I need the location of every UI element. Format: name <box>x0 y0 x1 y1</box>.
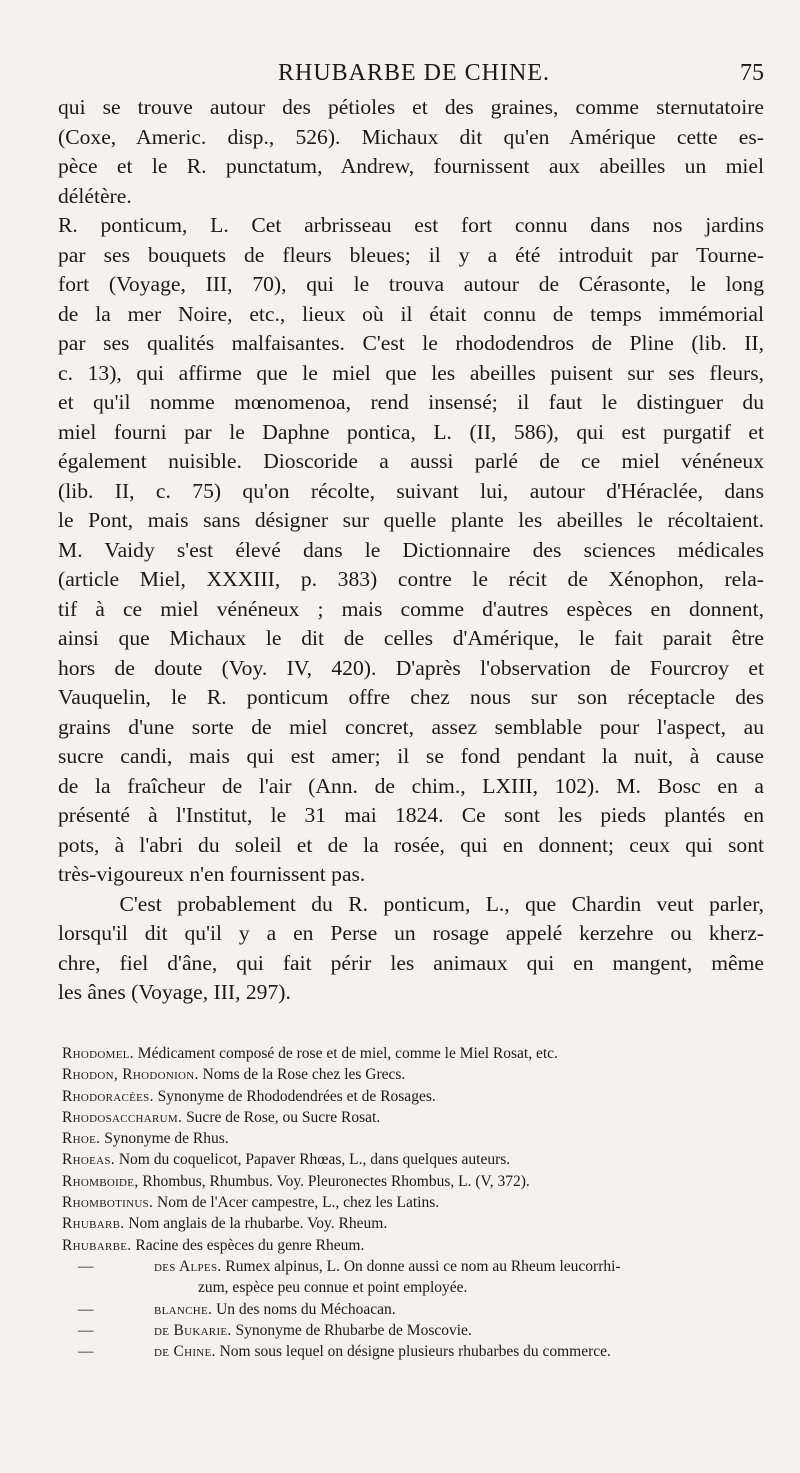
text-line: Vauquelin, le R. ponticum offre chez nous sur son réceptacle des <box>58 685 764 709</box>
subentry-headword: blanche. <box>154 1300 213 1318</box>
main-text <box>58 93 764 1008</box>
text-line: pots, à l'abri du soleil et de la rosée, qui en donnent; ceux qui sont <box>58 832 764 857</box>
dictionary-entry <box>62 1235 768 1256</box>
entry-headword: Rhodon, Rhodonion. <box>62 1066 199 1084</box>
paragraph <box>58 93 764 211</box>
entry-headword: Rhodoracées. <box>62 1087 154 1105</box>
running-header <box>58 60 770 92</box>
running-title: RHUBARBE DE CHINE. <box>277 60 550 86</box>
subentry-definition: Rumex alpinus, L. On donne aussi ce nom au Rheum leucorrhi- <box>225 1257 621 1275</box>
entry-headword: Rhodosaccharum. <box>62 1108 183 1126</box>
entry-headword: Rhomboide, <box>62 1172 139 1190</box>
text-line: miel fourni par le Daphne pontica, L. (II, 586), qui est purgatif et <box>58 419 764 444</box>
entry-definition: Nom anglais de la rhubarbe. Voy. Rheum. <box>128 1215 388 1233</box>
text-line: (lib. II, c. 75) qu'on récolte, suivant lui, autour d'Héraclée, dans <box>58 478 764 503</box>
page-number: 75 <box>740 60 764 86</box>
dictionary-entry <box>62 1043 768 1064</box>
paragraph <box>58 890 764 1008</box>
subentry-definition: Nom sous lequel on désigne plusieurs rhubarbes du commerce. <box>219 1343 611 1361</box>
text-line: grains d'une sorte de miel concret, assez semblable pour l'aspect, au <box>58 714 764 739</box>
dictionary-entry <box>62 1086 768 1107</box>
dictionary-subentry <box>62 1256 768 1277</box>
text-line: R. ponticum, L. Cet arbrisseau est fort connu dans nos jardins <box>58 213 764 237</box>
text-line: chre, fiel d'âne, qui fait périr les animaux qui en mangent, même <box>58 950 764 975</box>
text-line: délétère. <box>58 183 132 208</box>
entry-definition: Sucre de Rose, ou Sucre Rosat. <box>186 1108 381 1126</box>
entry-definition: Nom de l'Acer campestre, L., chez les Latins. <box>157 1194 440 1212</box>
entry-definition: Nom du coquelicot, Papaver Rhœas, L., dans quelques auteurs. <box>118 1151 511 1169</box>
subentry-dash: — <box>78 1321 94 1339</box>
text-line: par ses qualités malfaisantes. C'est le rhododendros de Pline (lib. II, <box>58 331 764 355</box>
subentry-headword: de Bukarie. <box>154 1321 232 1339</box>
dictionary-entry <box>62 1213 768 1234</box>
text-line: les ânes (Voyage, III, 297). <box>58 980 291 1004</box>
subentry-dash: — <box>78 1257 94 1275</box>
text-line: ainsi que Michaux le dit de celles d'Amérique, le fait parait être <box>58 626 764 650</box>
dictionary-subentry <box>62 1341 768 1362</box>
dictionary-entry <box>62 1107 768 1128</box>
entry-definition: Synonyme de Rhododendrées et de Rosages. <box>157 1087 436 1105</box>
entry-headword: Rhubarbe. <box>62 1236 132 1254</box>
entry-definition: Racine des espèces du genre Rheum. <box>135 1236 365 1254</box>
entry-headword: Rhoe. <box>62 1130 101 1148</box>
text-line: lorsqu'il dit qu'il y a en Perse un rosage appelé kerzehre ou kherz- <box>58 921 764 945</box>
dictionary-entries <box>62 1043 768 1362</box>
entry-definition: Noms de la Rose chez les Grecs. <box>202 1066 406 1084</box>
text-line: très-vigoureux n'en fournissent pas. <box>58 862 366 886</box>
entry-definition: Médicament composé de rose et de miel, comme le Miel Rosat, etc. <box>137 1045 558 1062</box>
text-line: de la fraîcheur de l'air (Ann. de chim., LXIII, 102). M. Bosc en a <box>58 773 764 798</box>
subentry-continuation: zum, espèce peu connue et point employée. <box>198 1279 468 1297</box>
text-line: C'est probablement du R. ponticum, L., que Chardin veut parler, <box>58 891 764 916</box>
entry-headword: Rhodomel. <box>62 1045 134 1062</box>
text-line: (Coxe, Americ. disp., 526). Michaux dit qu'en Amérique cette es- <box>58 124 764 149</box>
entry-headword: Rhombotinus. <box>62 1194 154 1212</box>
subentry-headword: de Chine. <box>154 1343 216 1361</box>
text-line: par ses bouquets de fleurs bleues; il y a été introduit par Tourne- <box>58 242 764 267</box>
dictionary-entry <box>62 1128 768 1149</box>
text-line: qui se trouve autour des pétioles et des graines, comme sternutatoire <box>58 95 764 119</box>
text-line: pèce et le R. punctatum, Andrew, fournissent aux abeilles un miel <box>58 154 764 178</box>
text-line: et qu'il nomme mœnomenoa, rend insensé; il faut le distinguer du <box>58 390 764 414</box>
text-line: (article Miel, XXXIII, p. 383) contre le récit de Xénophon, rela- <box>58 567 764 591</box>
text-line: fort (Voyage, III, 70), qui le trouva autour de Cérasonte, le long <box>58 272 764 296</box>
subentry-dash: — <box>78 1343 94 1361</box>
text-line: tif à ce miel vénéneux ; mais comme d'autres espèces en donnent, <box>58 596 764 621</box>
entry-definition: Rhombus, Rhumbus. Voy. Pleuronectes Rhombus, L. (V, 372). <box>142 1172 530 1190</box>
subentry-definition: Synonyme de Rhubarbe de Moscovie. <box>235 1321 472 1339</box>
text-line: de la mer Noire, etc., lieux où il était connu de temps immémorial <box>58 301 764 326</box>
dictionary-entry <box>62 1192 768 1213</box>
subentry-headword: des Alpes. <box>154 1257 222 1275</box>
subentry-dash: — <box>78 1300 94 1318</box>
text-line: M. Vaidy s'est élevé dans le Dictionnaire des sciences médicales <box>58 537 764 562</box>
text-line: hors de doute (Voy. IV, 420). D'après l'observation de Fourcroy et <box>58 655 764 680</box>
dictionary-entry <box>62 1064 768 1085</box>
text-line: également nuisible. Dioscoride a aussi parlé de ce miel vénéneux <box>58 449 764 473</box>
subentry-definition: Un des noms du Méchoacan. <box>216 1300 396 1318</box>
dictionary-subentry <box>62 1320 768 1341</box>
text-line: sucre candi, mais qui est amer; il se fond pendant la nuit, à cause <box>58 744 764 768</box>
paragraph <box>58 211 764 890</box>
dictionary-entry <box>62 1149 768 1170</box>
dictionary-entry <box>62 1171 768 1192</box>
entry-definition: Synonyme de Rhus. <box>104 1130 229 1148</box>
dictionary-subentry <box>62 1299 768 1320</box>
text-line: le Pont, mais sans désigner sur quelle plante les abeilles le récoltaient. <box>58 508 764 532</box>
entry-headword: Rhubarb. <box>62 1215 125 1233</box>
text-line: présenté à l'Institut, le 31 mai 1824. Ce sont les pieds plantés en <box>58 803 764 827</box>
entry-headword: Rhoeas. <box>62 1151 115 1169</box>
text-line: c. 13), qui affirme que le miel que les abeilles puisent sur ses fleurs, <box>58 360 764 385</box>
